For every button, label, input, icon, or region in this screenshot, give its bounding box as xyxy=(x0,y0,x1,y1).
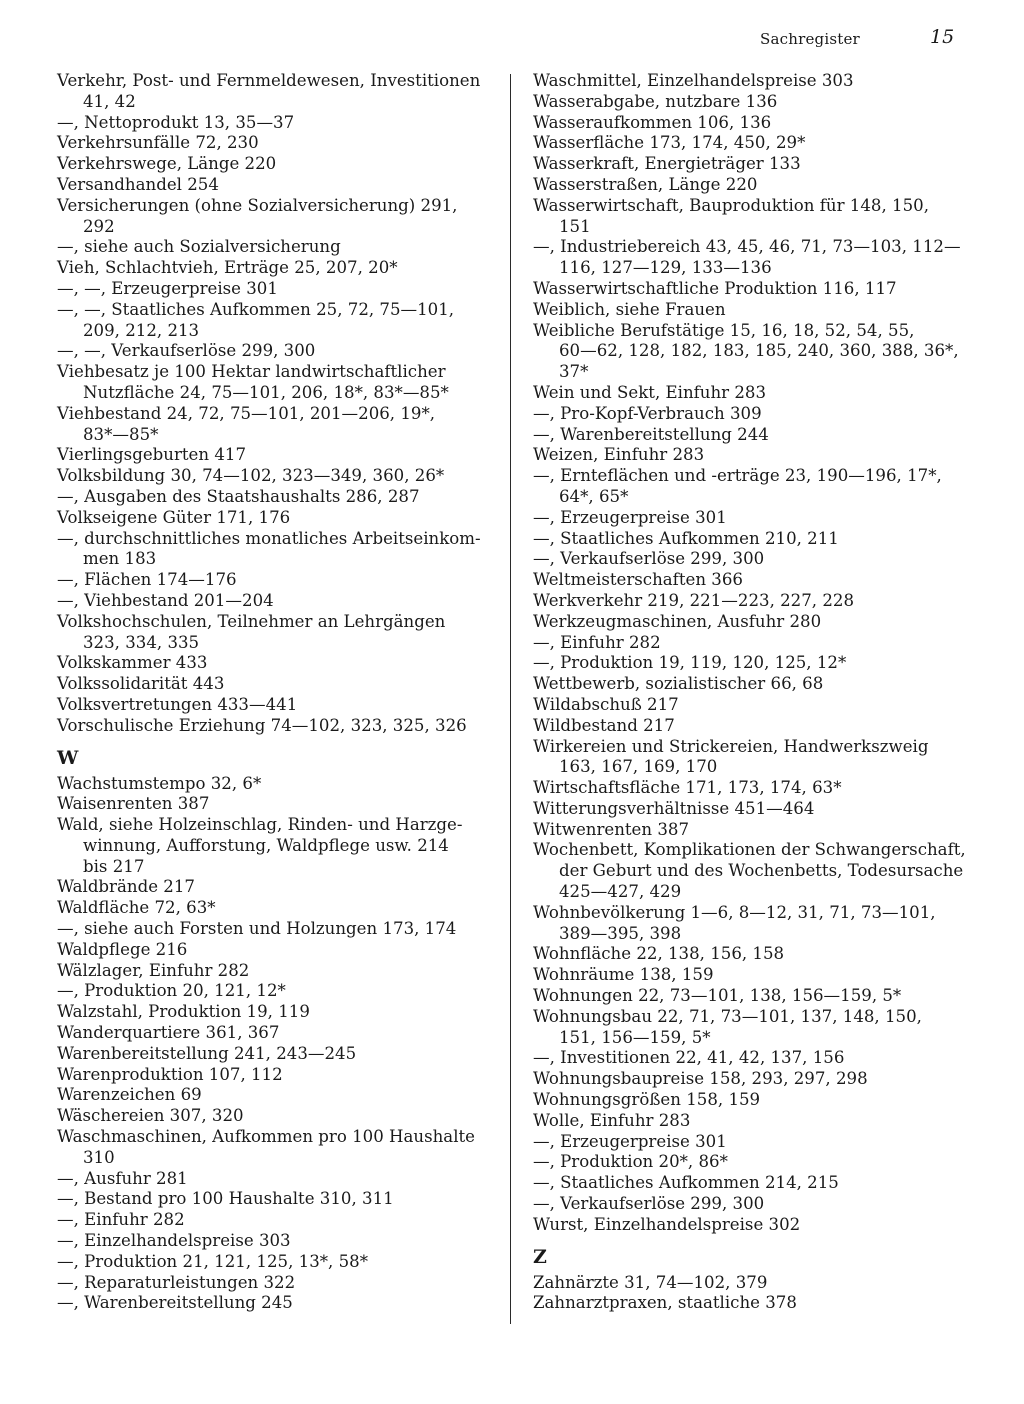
index-column-left xyxy=(57,71,487,1314)
index-entry-line: 41, 42 xyxy=(83,91,136,111)
index-entry xyxy=(533,674,963,695)
index-entry-line: —, siehe auch Sozialversicherung xyxy=(57,237,341,257)
index-entry xyxy=(533,445,963,466)
index-entry xyxy=(57,1106,487,1127)
index-entry xyxy=(57,877,487,898)
index-entry-line: Wanderquartiere 361, 367 xyxy=(57,1023,280,1043)
index-entry xyxy=(533,175,963,196)
index-entry-line: —, —, Staatliches Aufkommen 25, 72, 75—101, xyxy=(57,299,455,319)
index-entry xyxy=(533,1069,963,1090)
index-entry xyxy=(533,1090,963,1111)
index-entry-line: —, Erzeugerpreise 301 xyxy=(533,1131,727,1151)
index-entry-line: Zahnärzte 31, 74—102, 379 xyxy=(533,1272,768,1292)
index-entry-line: Volksvertretungen 433—441 xyxy=(57,694,298,714)
index-entry xyxy=(533,1173,963,1194)
index-entry xyxy=(57,279,487,300)
index-entry-line: Witwenrenten 387 xyxy=(533,819,690,839)
index-entry-line: Weizen, Einfuhr 283 xyxy=(533,445,705,465)
index-entry-line: Weibliche Berufstätige 15, 16, 18, 52, 54, 55, xyxy=(533,320,915,340)
index-entry-line: —, Staatliches Aufkommen 210, 211 xyxy=(533,528,839,548)
index-entry xyxy=(57,653,487,674)
index-entry xyxy=(57,300,487,342)
index-entry-line: Nutzfläche 24, 75—101, 206, 18*, 83*—85* xyxy=(83,382,449,402)
page-number: 15 xyxy=(930,26,955,48)
index-entry xyxy=(533,695,963,716)
index-entry-line: Viehbesatz je 100 Hektar landwirtschaftlicher xyxy=(57,362,446,382)
index-entry xyxy=(57,1189,487,1210)
index-entry-line: Vorschulische Erziehung 74—102, 323, 325, 326 xyxy=(57,715,467,735)
index-entry-line: Wirtschaftsfläche 171, 173, 174, 63* xyxy=(533,778,842,798)
index-entry xyxy=(57,529,487,571)
index-entry xyxy=(533,1132,963,1153)
index-entry xyxy=(533,508,963,529)
index-entry-line: —, Einfuhr 282 xyxy=(533,632,661,652)
index-entry-line: Wochenbett, Komplikationen der Schwangerschaft, xyxy=(533,840,966,860)
index-entry-line: Wohnungsgrößen 158, 159 xyxy=(533,1090,761,1110)
index-entry xyxy=(57,794,487,815)
section-letter: Z xyxy=(533,1245,547,1268)
index-entry xyxy=(57,1273,487,1294)
index-entry-line: Verkehrsunfälle 72, 230 xyxy=(57,133,259,153)
index-entry-line: 83*—85* xyxy=(83,424,159,444)
index-entry-line: der Geburt und des Wochenbetts, Todesursache xyxy=(559,861,964,881)
index-entry-line: bis 217 xyxy=(83,856,145,876)
index-entry-line: —, durchschnittliches monatliches Arbeitseinkom- xyxy=(57,528,481,548)
index-entry-line: —, —, Verkaufserlöse 299, 300 xyxy=(57,341,316,361)
index-entry-line: Wildabschuß 217 xyxy=(533,694,679,714)
index-entry xyxy=(57,362,487,404)
index-entry-line: Verkehrswege, Länge 220 xyxy=(57,154,277,174)
index-entry-line: Volkskammer 433 xyxy=(57,653,208,673)
index-entry-line: 151, 156—159, 5* xyxy=(559,1027,711,1047)
index-entry-line: —, Viehbestand 201—204 xyxy=(57,590,274,610)
index-entry-line: Warenproduktion 107, 112 xyxy=(57,1064,283,1084)
index-entry-line: —, Ernteflächen und -erträge 23, 190—196, 17*, xyxy=(533,466,942,486)
index-entry-line: Versicherungen (ohne Sozialversicherung) 291, xyxy=(57,195,458,215)
index-entry-line: 310 xyxy=(83,1147,115,1167)
index-entry-line: —, Bestand pro 100 Haushalte 310, 311 xyxy=(57,1189,394,1209)
index-entry-line: Verkehr, Post- und Fernmeldewesen, Investitionen xyxy=(57,71,481,90)
index-entry xyxy=(57,175,487,196)
index-entry-line: Wohnräume 138, 159 xyxy=(533,965,714,985)
index-entry xyxy=(533,570,963,591)
index-entry xyxy=(57,940,487,961)
index-entry xyxy=(57,1023,487,1044)
index-entry-line: Wohnungsbaupreise 158, 293, 297, 298 xyxy=(533,1069,868,1089)
index-entry-line: —, Produktion 19, 119, 120, 125, 12* xyxy=(533,653,847,673)
index-entry-line: Wohnungen 22, 73—101, 138, 156—159, 5* xyxy=(533,986,902,1006)
index-entry-line: 389—395, 398 xyxy=(559,923,682,943)
index-column-right xyxy=(533,71,966,1314)
index-entry-line: Warenzeichen 69 xyxy=(57,1085,202,1105)
index-entry xyxy=(57,1044,487,1065)
index-entry xyxy=(533,965,963,986)
index-entry xyxy=(533,237,963,279)
index-entry xyxy=(533,549,963,570)
index-entry-line: —, Nettoprodukt 13, 35—37 xyxy=(57,112,295,132)
index-entry xyxy=(57,508,487,529)
index-entry xyxy=(57,591,487,612)
index-entry-line: Zahnarztpraxen, staatliche 378 xyxy=(533,1293,797,1313)
index-entry xyxy=(57,695,487,716)
index-entry-line: Wirkereien und Strickereien, Handwerkszweig xyxy=(533,736,929,756)
index-entry-line: Warenbereitstellung 241, 243—245 xyxy=(57,1043,357,1063)
index-entry-line: Wohnfläche 22, 138, 156, 158 xyxy=(533,944,785,964)
index-entry-line: —, Ausfuhr 281 xyxy=(57,1168,188,1188)
index-entry-line: —, —, Erzeugerpreise 301 xyxy=(57,278,278,298)
index-entry-line: Wasserabgabe, nutzbare 136 xyxy=(533,91,778,111)
index-entry xyxy=(57,258,487,279)
index-entry xyxy=(533,113,963,134)
index-entry xyxy=(533,1111,963,1132)
index-entry-line: —, Industriebereich 43, 45, 46, 71, 73—103, 112— xyxy=(533,237,961,257)
index-entry-line: Wälzlager, Einfuhr 282 xyxy=(57,960,250,980)
index-entry-line: men 183 xyxy=(83,549,157,569)
index-entry xyxy=(533,529,963,550)
index-entry xyxy=(533,279,963,300)
index-entry xyxy=(57,237,487,258)
index-entry-line: —, Einzelhandelspreise 303 xyxy=(57,1231,291,1251)
column-divider xyxy=(510,74,511,1324)
index-entry-line: Waldpflege 216 xyxy=(57,939,188,959)
index-entry-line: Wurst, Einzelhandelspreise 302 xyxy=(533,1214,801,1234)
index-entry xyxy=(533,1007,963,1049)
index-entry xyxy=(533,944,963,965)
index-entry-line: Volkshochschulen, Teilnehmer an Lehrgängen xyxy=(57,611,446,631)
index-entry xyxy=(533,1152,963,1173)
index-entry xyxy=(533,653,963,674)
index-entry xyxy=(57,341,487,362)
index-entry xyxy=(57,961,487,982)
index-entry-line: Wäschereien 307, 320 xyxy=(57,1106,244,1126)
index-entry xyxy=(533,92,963,113)
index-entry-line: —, Ausgaben des Staatshaushalts 286, 287 xyxy=(57,486,420,506)
index-entry xyxy=(57,919,487,940)
index-entry-line: Wein und Sekt, Einfuhr 283 xyxy=(533,382,767,402)
index-entry-line: 323, 334, 335 xyxy=(83,632,200,652)
index-entry xyxy=(57,898,487,919)
index-entry xyxy=(533,321,963,383)
index-entry-line: —, siehe auch Forsten und Holzungen 173, 174 xyxy=(57,919,457,939)
index-entry-line: Waisenrenten 387 xyxy=(57,794,210,814)
index-entry-line: Weltmeisterschaften 366 xyxy=(533,570,743,590)
index-entry xyxy=(533,737,963,779)
index-entry-line: Wasserwirtschaft, Bauproduktion für 148, 150, xyxy=(533,195,929,215)
index-entry-line: Werkverkehr 219, 221—223, 227, 228 xyxy=(533,590,855,610)
index-entry-line: Wald, siehe Holzeinschlag, Rinden- und Harzge- xyxy=(57,815,463,835)
index-entry-line: —, Warenbereitstellung 244 xyxy=(533,424,769,444)
index-entry xyxy=(533,300,963,321)
index-entry-line: 116, 127—129, 133—136 xyxy=(559,258,772,278)
index-entry-line: —, Reparaturleistungen 322 xyxy=(57,1272,296,1292)
index-entry-line: 425—427, 429 xyxy=(559,882,682,902)
index-entry-line: Wasserkraft, Energieträger 133 xyxy=(533,154,801,174)
index-entry xyxy=(57,1127,487,1169)
index-entry xyxy=(533,133,963,154)
index-entry-line: 37* xyxy=(559,362,589,382)
index-entry xyxy=(533,425,963,446)
index-entry xyxy=(57,196,487,238)
index-entry xyxy=(533,591,963,612)
index-entry-line: Wohnungsbau 22, 71, 73—101, 137, 148, 150, xyxy=(533,1006,922,1026)
index-entry-line: Versandhandel 254 xyxy=(57,174,219,194)
index-entry-line: Wasserfläche 173, 174, 450, 29* xyxy=(533,133,806,153)
index-entry xyxy=(533,1048,963,1069)
index-entry-line: Wolle, Einfuhr 283 xyxy=(533,1110,691,1130)
index-entry-line: —, Produktion 20*, 86* xyxy=(533,1152,728,1172)
index-entry xyxy=(533,154,963,175)
index-entry xyxy=(533,840,966,902)
index-entry-line: —, Erzeugerpreise 301 xyxy=(533,507,727,527)
index-entry xyxy=(57,716,487,737)
index-entry-line: Wasseraufkommen 106, 136 xyxy=(533,112,772,132)
index-entry-line: —, Pro-Kopf-Verbrauch 309 xyxy=(533,403,762,423)
index-entry-line: Wasserwirtschaftliche Produktion 116, 117 xyxy=(533,278,897,298)
index-entry-line: 163, 167, 169, 170 xyxy=(559,757,718,777)
index-entry-line: Viehbestand 24, 72, 75—101, 201—206, 19*, xyxy=(57,403,436,423)
index-entry xyxy=(57,154,487,175)
index-entry-line: Witterungsverhältnisse 451—464 xyxy=(533,798,815,818)
index-entry xyxy=(533,986,963,1007)
section-letter: W xyxy=(57,746,79,769)
index-entry xyxy=(57,570,487,591)
index-entry xyxy=(57,612,487,654)
index-entry-line: —, Einfuhr 282 xyxy=(57,1210,185,1230)
index-entry xyxy=(57,1085,487,1106)
index-entry xyxy=(57,1002,487,1023)
index-entry xyxy=(533,1273,963,1294)
index-entry-line: —, Staatliches Aufkommen 214, 215 xyxy=(533,1173,839,1193)
index-entry-line: Vieh, Schlachtvieh, Erträge 25, 207, 20* xyxy=(57,258,398,278)
index-entry-line: Wasserstraßen, Länge 220 xyxy=(533,174,758,194)
index-entry-line: —, Investitionen 22, 41, 42, 137, 156 xyxy=(533,1048,845,1068)
index-entry-line: 64*, 65* xyxy=(559,486,629,506)
index-entry-line: —, Verkaufserlöse 299, 300 xyxy=(533,549,765,569)
index-entry xyxy=(533,612,963,633)
index-entry xyxy=(533,1293,963,1314)
index-entry-line: Walzstahl, Produktion 19, 119 xyxy=(57,1002,310,1022)
index-entry xyxy=(533,196,963,238)
page-header xyxy=(0,28,1024,52)
index-entry xyxy=(57,674,487,695)
index-entry xyxy=(57,1293,487,1314)
index-entry xyxy=(57,133,487,154)
index-entry xyxy=(57,487,487,508)
index-entry-line: Waldbrände 217 xyxy=(57,877,195,897)
index-entry-line: Werkzeugmaschinen, Ausfuhr 280 xyxy=(533,611,822,631)
index-entry-line: Wohnbevölkerung 1—6, 8—12, 31, 71, 73—101, xyxy=(533,902,936,922)
index-entry xyxy=(57,1210,487,1231)
index-entry-line: Wildbestand 217 xyxy=(533,715,675,735)
index-entry-line: Waschmaschinen, Aufkommen pro 100 Haushalte xyxy=(57,1127,475,1147)
index-entry-line: Weiblich, siehe Frauen xyxy=(533,299,726,319)
index-entry-line: Volksbildung 30, 74—102, 323—349, 360, 26* xyxy=(57,466,445,486)
index-entry xyxy=(533,71,963,92)
index-entry xyxy=(57,404,487,446)
index-entry xyxy=(533,778,963,799)
index-entry-line: 151 xyxy=(559,216,591,236)
index-entry-line: —, Flächen 174—176 xyxy=(57,570,237,590)
index-entry-line: Volkssolidarität 443 xyxy=(57,674,225,694)
index-entry xyxy=(533,404,963,425)
index-entry-line: 292 xyxy=(83,216,115,236)
index-entry xyxy=(533,1215,963,1236)
index-entry-line: 60—62, 128, 182, 183, 185, 240, 360, 388, 36*, xyxy=(559,341,959,361)
index-entry-line: Wachstumstempo 32, 6* xyxy=(57,773,262,793)
index-entry xyxy=(533,903,963,945)
index-entry-line: Waldfläche 72, 63* xyxy=(57,898,216,918)
index-entry xyxy=(57,1231,487,1252)
index-entry-line: 209, 212, 213 xyxy=(83,320,200,340)
index-entry xyxy=(533,383,963,404)
index-entry xyxy=(57,1065,487,1086)
index-entry xyxy=(533,633,963,654)
index-entry xyxy=(57,466,487,487)
index-entry xyxy=(57,445,487,466)
index-entry xyxy=(533,716,963,737)
index-entry xyxy=(57,71,487,113)
index-entry xyxy=(57,113,487,134)
index-entry xyxy=(57,981,487,1002)
index-entry-line: winnung, Aufforstung, Waldpflege usw. 214 xyxy=(83,835,449,855)
index-entry-line: Vierlingsgeburten 417 xyxy=(57,445,246,465)
index-entry xyxy=(57,774,487,795)
index-entry-line: Waschmittel, Einzelhandelspreise 303 xyxy=(533,71,854,90)
index-entry-line: —, Produktion 21, 121, 125, 13*, 58* xyxy=(57,1251,369,1271)
index-entry xyxy=(533,820,963,841)
index-entry xyxy=(533,799,963,820)
running-title: Sachregister xyxy=(760,30,860,48)
index-entry-line: —, Produktion 20, 121, 12* xyxy=(57,981,286,1001)
index-entry-line: Wettbewerb, sozialistischer 66, 68 xyxy=(533,674,824,694)
index-entry xyxy=(57,815,487,877)
index-entry-line: —, Warenbereitstellung 245 xyxy=(57,1293,293,1313)
index-entry xyxy=(533,466,963,508)
index-entry-line: —, Verkaufserlöse 299, 300 xyxy=(533,1194,765,1214)
index-entry xyxy=(57,1169,487,1190)
index-entry-line: Volkseigene Güter 171, 176 xyxy=(57,507,291,527)
index-entry xyxy=(57,1252,487,1273)
index-entry xyxy=(533,1194,963,1215)
